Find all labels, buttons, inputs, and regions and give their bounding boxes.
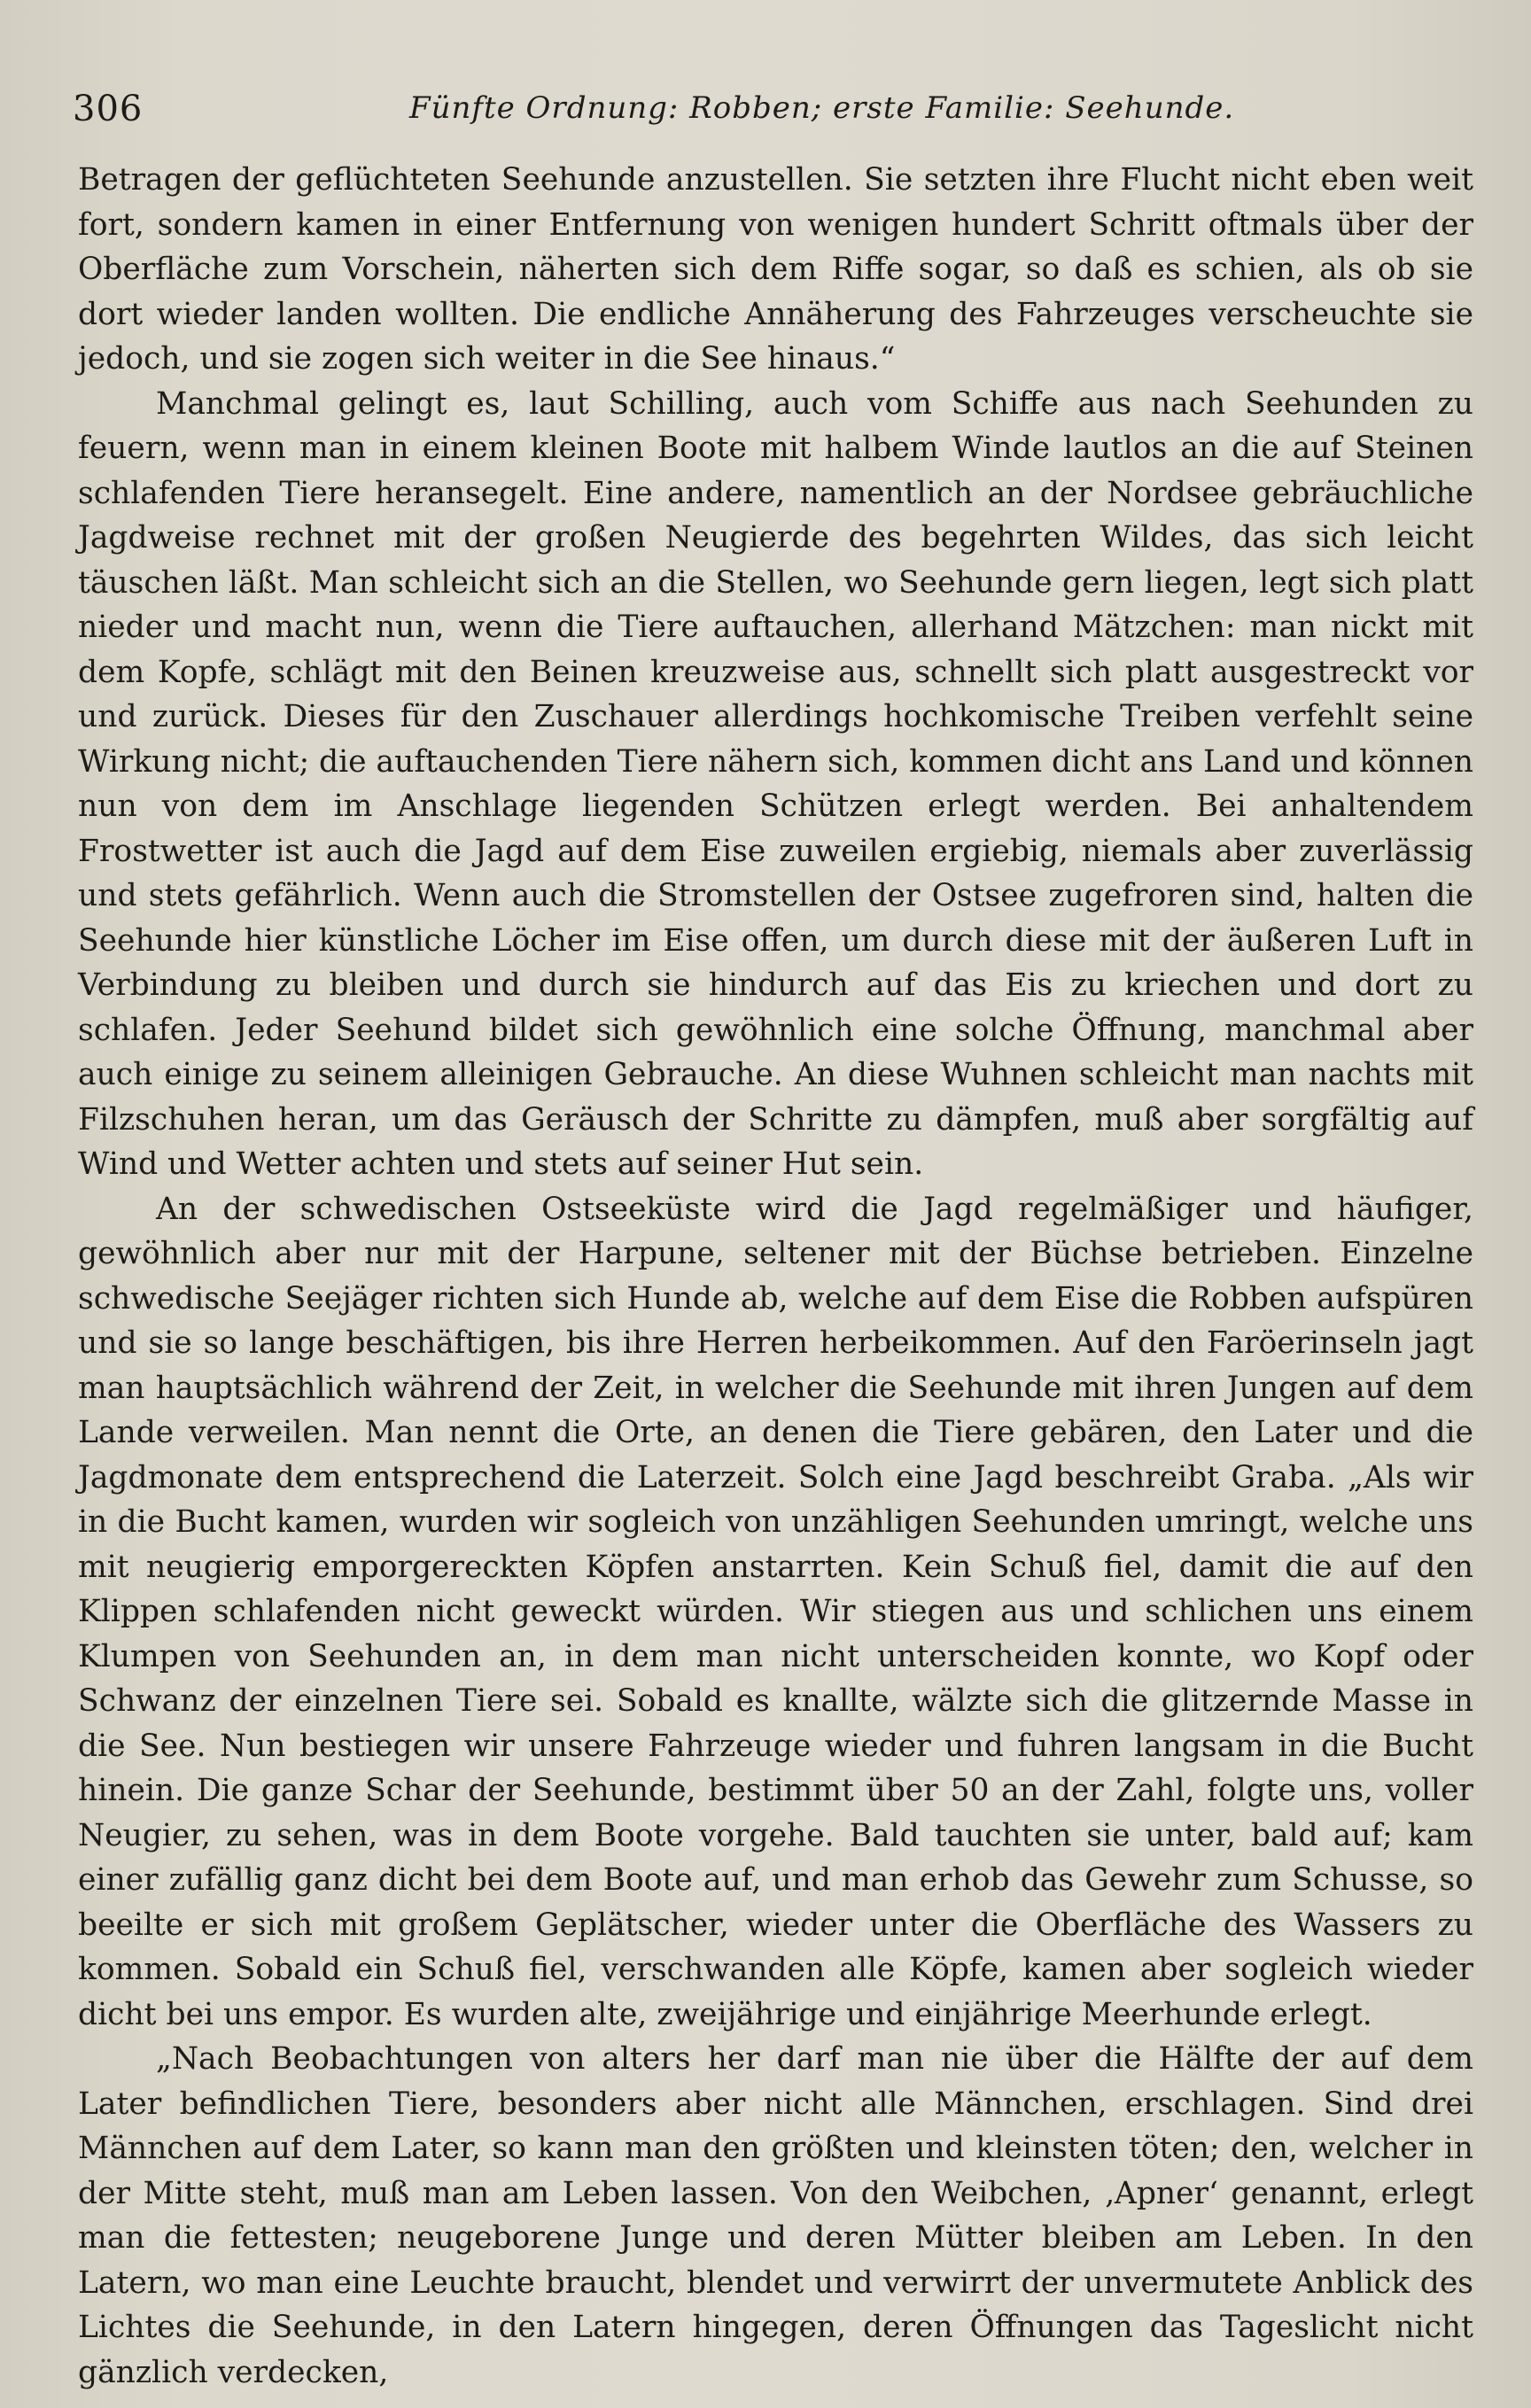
page-number: 306 xyxy=(73,89,144,129)
paragraph: Manchmal gelingt es, laut Schilling, auch vom Schiffe aus nach Seehunden zu feuern, wenn man in einem kleinen Boote mit halbem Winde lautlos an die auf Steinen schlafenden Tiere heransegelt. Eine andere, namentlich an der Nordsee gebräuchliche Jagdweise rechnet mit der großen Neugierde des begehrten Wildes, das sich leicht täuschen läßt. Man schleicht sich an die Stellen, wo Seehunde gern liegen, legt sich platt nieder und macht nun, wenn die Tiere auftauchen, allerhand Mätzchen: man nickt mit dem Kopfe, schlägt mit den Beinen kreuzweise aus, schnellt sich platt ausgestreckt vor und zurück. Dieses für den Zuschauer allerdings hochkomische Treiben verfehlt seine Wirkung nicht; die auftauchenden Tiere nähern sich, kommen dicht ans Land und können nun von dem im Anschlage liegenden Schützen erlegt werden. Bei anhaltendem Frostwetter ist auch die Jagd auf dem Eise zuweilen ergiebig, niemals aber zuverlässig und stets gefährlich. Wenn auch die Stromstellen der Ostsee zugefroren sind, halten die Seehunde hier künstliche Löcher im Eise offen, um durch diese mit der äußeren Luft in Verbindung zu bleiben und durch sie hindurch auf das Eis zu kriechen und dort zu schlafen. Jeder Seehund bildet sich gewöhnlich eine solche Öffnung, manchmal aber auch einige zu seinem alleinigen Gebrauche. An diese Wuhnen schleicht man nachts mit Filzschuhen heran, um das Geräusch der Schritte zu dämpfen, muß aber sorgfältig auf Wind und Wetter achten und stets auf seiner Hut sein. xyxy=(78,385,1473,1182)
page-header xyxy=(73,89,1473,142)
paragraph: „Nach Beobachtungen von alters her darf man nie über die Hälfte der auf dem Later befindlichen Tiere, besonders aber nicht alle Männchen, erschlagen. Sind drei Männchen auf dem Later, so kann man den größten und kleinsten töten; den, welcher in der Mitte steht, muß man am Leben lassen. Von den Weibchen, ‚Apner‘ genannt, erlegt man die fettesten; neugeborene Junge und deren Mütter bleiben am Leben. In den Latern, wo man eine Leuchte braucht, blendet und verwirrt der unvermutete Anblick des Lichtes die Seehunde, in den Latern hingegen, deren Öffnungen das Tageslicht nicht gänzlich verdecken, xyxy=(78,2041,1473,2390)
running-head: Fünfte Ordnung: Robben; erste Familie: Seehunde. xyxy=(409,90,1235,126)
paragraph: Betragen der geflüchteten Seehunde anzustellen. Sie setzten ihre Flucht nicht eben weit fort, sondern kamen in einer Entfernung von wenigen hundert Schritt oftmals über der Oberfläche zum Vorschein, näherten sich dem Riffe sogar, so daß es schien, als ob sie dort wieder landen wollten. Die endliche Annäherung des Fahrzeuges verscheuchte sie jedoch, und sie zogen sich weiter in die See hinaus.“ xyxy=(78,162,1473,377)
body-text xyxy=(78,158,1473,2395)
paragraph: An der schwedischen Ostseeküste wird die Jagd regelmäßiger und häufiger, gewöhnlich aber nur mit der Harpune, seltener mit der Büchse betrieben. Einzelne schwedische Seejäger richten sich Hunde ab, welche auf dem Eise die Robben aufspüren und sie so lange beschäftigen, bis ihre Herren herbeikommen. Auf den Faröerinseln jagt man hauptsächlich während der Zeit, in welcher die Seehunde mit ihren Jungen auf dem Lande verweilen. Man nennt die Orte, an denen die Tiere gebären, den Later und die Jagdmonate dem entsprechend die Laterzeit. Solch eine Jagd beschreibt Graba. „Als wir in die Bucht kamen, wurden wir sogleich von unzähligen Seehunden umringt, welche uns mit neugierig emporgereckten Köpfen anstarrten. Kein Schuß fiel, damit die auf den Klippen schlafenden nicht geweckt würden. Wir stiegen aus und schlichen uns einem Klumpen von Seehunden an, in dem man nicht unterscheiden konnte, wo Kopf oder Schwanz der einzelnen Tiere sei. Sobald es knallte, wälzte sich die glitzernde Masse in die See. Nun bestiegen wir unsere Fahrzeuge wieder und fuhren langsam in die Bucht hinein. Die ganze Schar der Seehunde, bestimmt über 50 an der Zahl, folgte uns, voller Neugier, zu sehen, was in dem Boote vorgehe. Bald tauchten sie unter, bald auf; kam einer zufällig ganz dicht bei dem Boote auf, und man erhob das Gewehr zum Schusse, so beeilte er sich mit großem Geplätscher, wieder unter die Oberfläche des Wassers zu kommen. Sobald ein Schuß fiel, verschwanden alle Köpfe, kamen aber sogleich wieder dicht bei uns empor. Es wurden alte, zweijährige und einjährige Meerhunde erlegt. xyxy=(78,1191,1473,2032)
